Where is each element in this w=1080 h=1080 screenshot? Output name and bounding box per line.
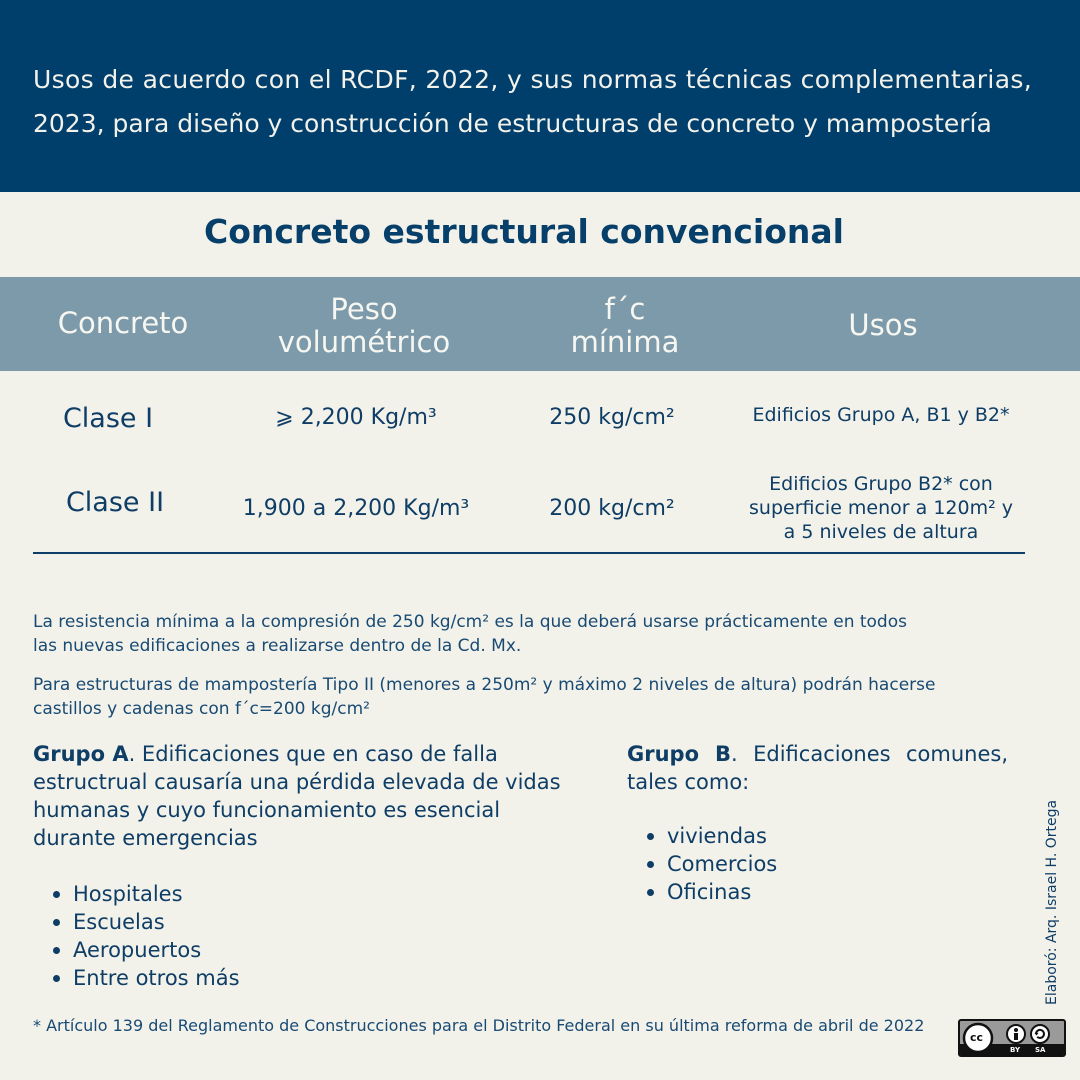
bullet-icon xyxy=(647,861,654,868)
note-resistencia-line2: las nuevas edificaciones a realizarse dentro de la Cd. Mx. xyxy=(33,636,522,656)
table-header xyxy=(0,277,1080,371)
note-resistencia xyxy=(33,610,1018,658)
header-peso-line2: volumétrico xyxy=(277,325,451,359)
header-text xyxy=(33,58,1058,146)
bullet-icon xyxy=(53,947,60,954)
group-a-name: Grupo A xyxy=(33,742,129,766)
footnote: * Artículo 139 del Reglamento de Construcciones para el Distrito Federal en su última reforma de abril de 2022 xyxy=(33,1016,925,1035)
bullet-icon xyxy=(53,919,60,926)
list-item-label: Escuelas xyxy=(73,910,165,934)
bullet-icon xyxy=(647,833,654,840)
bullet-icon xyxy=(53,975,60,982)
header-fc-line2: mínima xyxy=(570,325,680,359)
header-fc-line1: f´c xyxy=(604,292,646,326)
table-bottom-rule xyxy=(33,552,1025,554)
header-peso-line1: Peso xyxy=(330,292,398,326)
list-item-label: Comercios xyxy=(667,852,778,876)
list-item-label: Entre otros más xyxy=(73,966,240,990)
list-item xyxy=(33,880,240,908)
row-2-usos-line2: superficie menor a 120m² y xyxy=(749,497,1013,519)
list-item xyxy=(627,822,777,850)
group-b-list xyxy=(627,822,777,906)
row-1-clase: Clase I xyxy=(62,403,154,434)
row-2-fc: 200 kg/cm² xyxy=(549,496,675,521)
note-mamposteria xyxy=(33,673,1018,721)
list-item xyxy=(627,878,777,906)
header-usos: Usos xyxy=(848,308,918,342)
list-item-label: Aeropuertos xyxy=(73,938,202,962)
note-mamposteria-line2: castillos y cadenas con f´c=200 kg/cm² xyxy=(33,699,370,719)
group-a-text: . Edificaciones que en caso de falla estructrual causaría una pérdida elevada de vidas humanas y cuyo funcionamiento es esencial durante emergencias xyxy=(33,742,561,850)
list-item-label: Hospitales xyxy=(73,882,183,906)
row-2-usos-line3: a 5 niveles de altura xyxy=(783,521,979,543)
row-2-peso: 1,900 a 2,200 Kg/m³ xyxy=(242,496,470,521)
note-resistencia-line1: La resistencia mínima a la compresión de 250 kg/cm² es la que deberá usarse prácticamente en todos xyxy=(33,612,907,632)
list-item xyxy=(33,908,240,936)
cc-symbol-text: cc xyxy=(970,1031,984,1044)
header-concreto: Concreto xyxy=(57,306,189,340)
group-a-list xyxy=(33,880,240,992)
cc-by-label: BY xyxy=(1010,1046,1021,1054)
list-item xyxy=(33,964,240,992)
note-mamposteria-line1: Para estructuras de mampostería Tipo II (menores a 250m² y máximo 2 niveles de altura) podrán hacerse xyxy=(33,675,936,695)
bullet-icon xyxy=(53,891,60,898)
row-1-fc: 250 kg/cm² xyxy=(549,405,675,430)
header-banner xyxy=(0,0,1080,192)
group-a-description xyxy=(33,740,573,852)
header-line-1: Usos de acuerdo con el RCDF, 2022, y sus normas técnicas complementarias, xyxy=(33,65,1033,94)
cc-sa-label: SA xyxy=(1035,1046,1046,1054)
header-fc xyxy=(525,293,725,359)
list-item-label: Oficinas xyxy=(667,880,752,904)
group-b-name: Grupo B xyxy=(627,742,732,766)
row-1-peso: ⩾ 2,200 Kg/m³ xyxy=(275,405,437,430)
list-item-label: viviendas xyxy=(667,824,767,848)
row-2-usos xyxy=(735,472,1027,544)
list-item xyxy=(627,850,777,878)
page-title: Concreto estructural convencional xyxy=(203,212,844,251)
list-item xyxy=(33,936,240,964)
group-b-description xyxy=(627,740,1008,796)
header-peso xyxy=(234,293,494,359)
bullet-icon xyxy=(647,889,654,896)
row-2-usos-line1: Edificios Grupo B2* con xyxy=(769,473,993,495)
row-1-usos: Edificios Grupo A, B1 y B2* xyxy=(752,404,1010,426)
header-line-2: 2023, para diseño y construcción de estructuras de concreto y mampostería xyxy=(33,109,992,138)
group-b-text: . Edificaciones comunes, tales como: xyxy=(627,742,1008,794)
cc-license-badge xyxy=(958,1019,1066,1057)
author-credit: Elaboró: Arq. Israel H. Ortega xyxy=(1044,799,1060,1005)
row-2-clase: Clase II xyxy=(65,487,165,518)
